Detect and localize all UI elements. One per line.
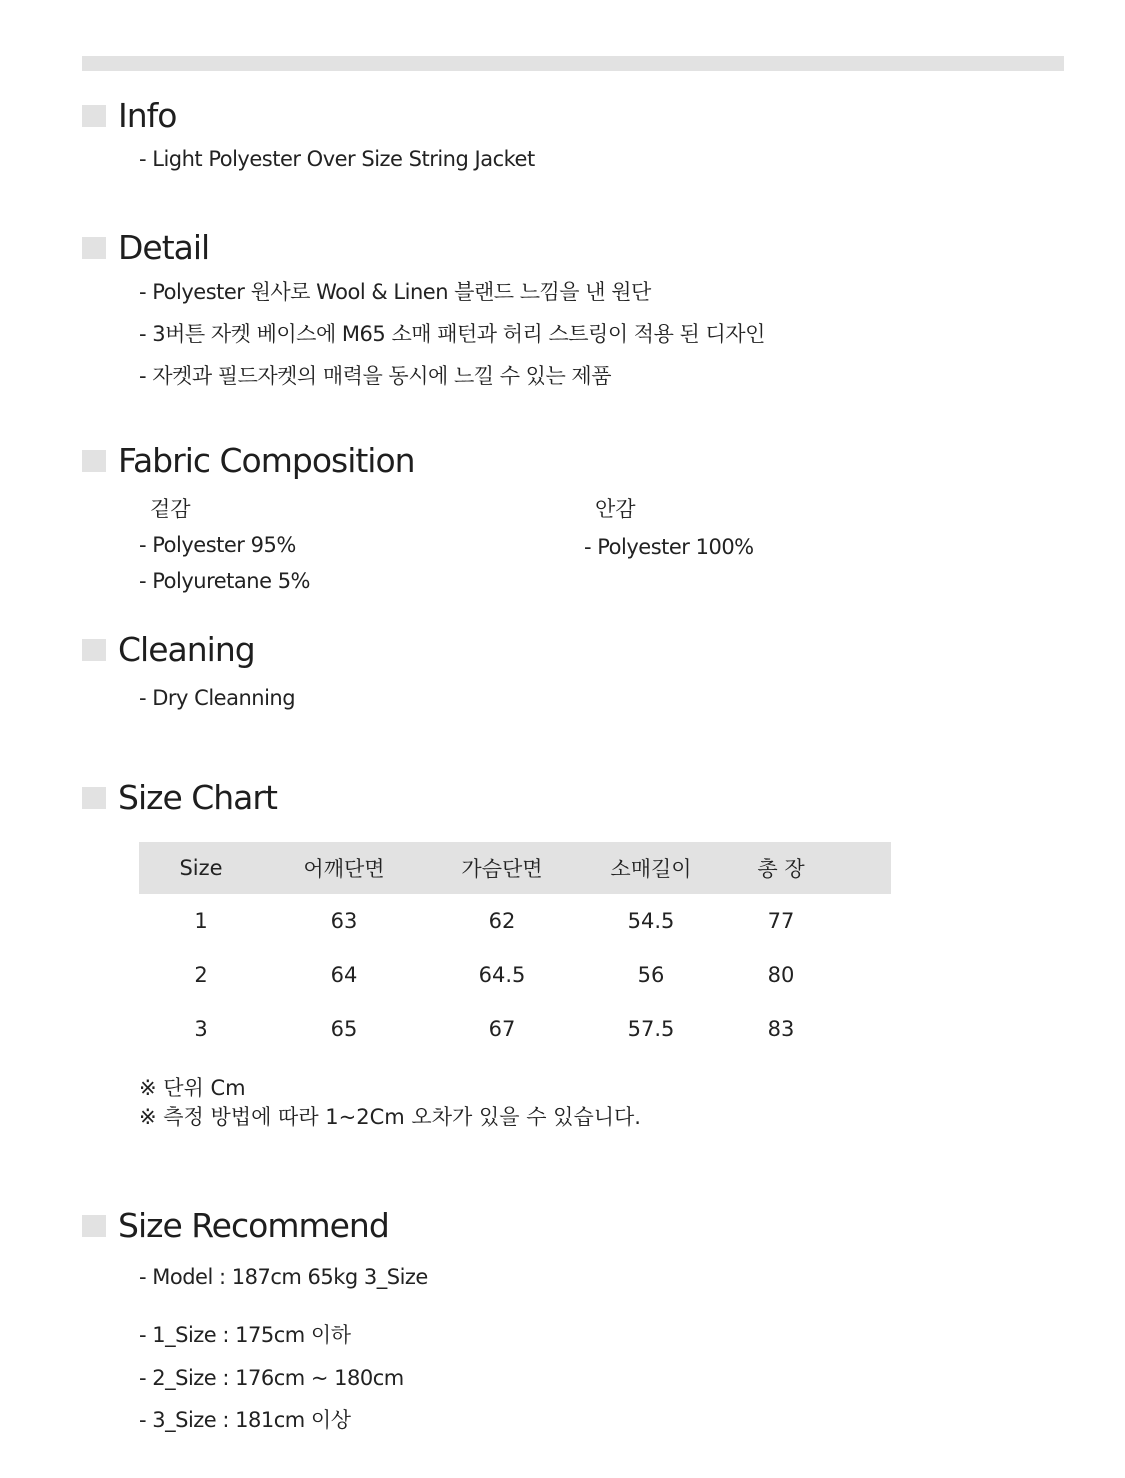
size-table [139,842,891,1056]
table-cell: 57.5 [627,1017,675,1041]
outer-fabric-label: 겉감 [150,497,191,521]
section-square-icon [82,450,106,472]
info-line: - Light Polyester Over Size String Jacket [139,147,535,171]
header-cell-chest: 가슴단면 [461,857,543,881]
table-cell: 1 [194,909,208,933]
table-cell: 80 [767,963,795,987]
header-cell-sleeve: 소매길이 [610,857,692,881]
detail-title: Detail [118,228,210,267]
tolerance-note: ※ 측정 방법에 따라 1~2Cm 오차가 있을 수 있습니다. [139,1105,641,1129]
section-square-icon [82,1215,106,1237]
table-row [139,894,891,948]
size-table-header [139,842,891,894]
inner-fabric-label: 안감 [595,497,636,521]
outer-fabric-line: - Polyuretane 5% [139,569,311,593]
size-recommend-title: Size Recommend [118,1206,389,1245]
header-cell-length: 총 장 [757,857,805,881]
size-chart-title: Size Chart [118,778,277,817]
section-square-icon [82,237,106,259]
table-cell: 65 [330,1017,358,1041]
inner-fabric-line: - Polyester 100% [584,535,754,559]
table-cell: 64 [330,963,358,987]
unit-note: ※ 단위 Cm [139,1076,246,1100]
table-cell: 54.5 [627,909,675,933]
detail-line: - 3버튼 자켓 베이스에 M65 소매 패턴과 허리 스트링이 적용 된 디자인 [139,322,765,346]
fabric-title: Fabric Composition [118,441,415,480]
header-cell-size: Size [179,856,223,880]
detail-line: - Polyester 원사로 Wool & Linen 블랜드 느낌을 낸 원단 [139,280,651,304]
section-square-icon [82,639,106,661]
size-recommend-line: - 3_Size : 181cm 이상 [139,1408,351,1432]
outer-fabric-line: - Polyester 95% [139,533,296,557]
table-cell: 56 [637,963,665,987]
table-row [139,948,891,1002]
header-cell-shoulder: 어깨단면 [303,857,385,881]
size-recommend-line: - 1_Size : 175cm 이하 [139,1323,351,1347]
cleaning-line: - Dry Cleanning [139,686,296,710]
table-cell: 83 [767,1017,795,1041]
detail-line: - 자켓과 필드자켓의 매력을 동시에 느낄 수 있는 제품 [139,364,611,388]
cleaning-title: Cleaning [118,630,255,669]
table-cell: 62 [488,909,516,933]
size-recommend-line: - 2_Size : 176cm ~ 180cm [139,1366,404,1390]
table-cell: 67 [488,1017,516,1041]
table-cell: 64.5 [478,963,526,987]
info-title: Info [118,96,177,135]
table-cell: 63 [330,909,358,933]
table-cell: 77 [767,909,795,933]
table-row [139,1002,891,1056]
table-cell: 3 [194,1017,208,1041]
section-square-icon [82,105,106,127]
top-divider-bar [82,56,1064,71]
table-cell: 2 [194,963,208,987]
section-square-icon [82,787,106,809]
model-info-line: - Model : 187cm 65kg 3_Size [139,1265,428,1289]
